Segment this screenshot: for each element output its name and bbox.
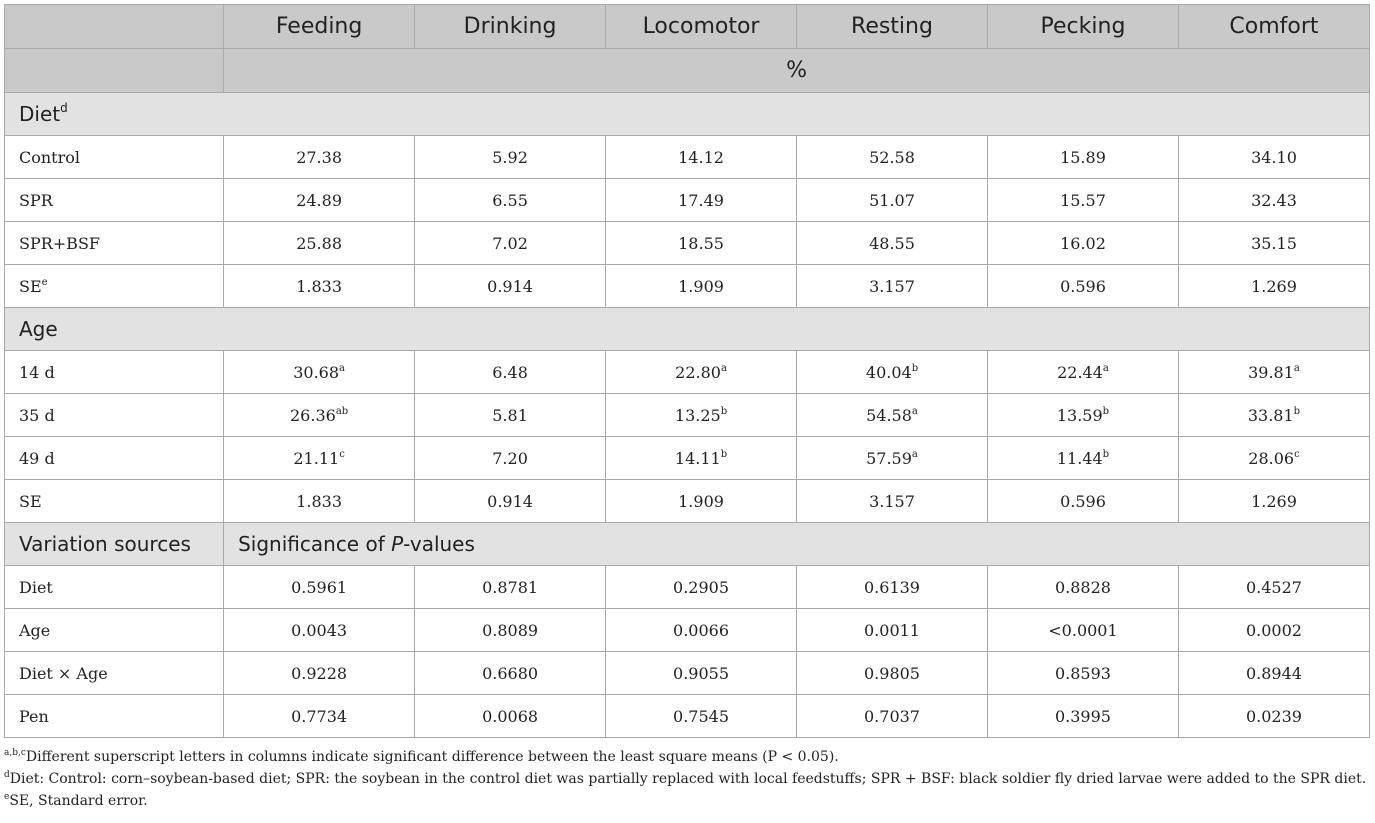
table-cell [1178,695,1369,738]
table-cell [1178,222,1369,265]
cell-value: 0.3995 [1054,706,1111,726]
cell-value: 57.59 [866,448,912,468]
cell-value: 0.0011 [864,620,920,640]
table-cell [415,394,606,437]
variation-section-row [5,523,1370,566]
table-row [5,609,1370,652]
col-header-comfort: Comfort [1178,5,1369,49]
variation-3-row-label [5,695,224,738]
significance-letter: c [339,448,345,460]
cell-value: 0.9805 [864,663,920,683]
footnote-mark: e [4,792,10,802]
cell-value: 14.11 [674,448,721,468]
table-cell [987,695,1178,738]
cell-value: 0.7545 [673,706,730,726]
significance-letter: b [911,362,919,374]
footnote [4,746,1370,768]
row-label-text: Pen [19,706,49,726]
cell-value: 1.269 [1251,491,1297,511]
age-1-row-label [5,394,224,437]
table-cell [606,695,797,738]
table-cell [415,179,606,222]
cell-value: 0.0068 [482,706,539,726]
table-cell [797,394,988,437]
table-cell [606,222,797,265]
cell-value: 30.68 [293,362,340,382]
diet-section-label: Diet [19,102,61,126]
table-cell [987,394,1178,437]
cell-value: 6.48 [492,362,528,382]
variation-2-row-label [5,652,224,695]
cell-value: 3.157 [869,276,915,296]
header-blank-cell [5,5,224,49]
table-row [5,351,1370,394]
cell-value: 0.6139 [864,577,920,597]
table-cell [224,265,415,308]
cell-value: 0.4527 [1245,577,1302,597]
table-cell [1178,351,1369,394]
col-header-feeding: Feeding [224,5,415,49]
cell-value: 0.0066 [673,620,730,640]
cell-value: 0.7037 [864,706,920,726]
cell-value: 17.49 [678,190,724,210]
significance-letter: a [720,362,727,374]
table-cell [987,222,1178,265]
diet-section-footnote-mark: d [60,101,68,115]
table-cell [987,609,1178,652]
variation-1-row-label [5,609,224,652]
table-cell [224,652,415,695]
cell-value: 35.15 [1251,233,1297,253]
table-cell [797,695,988,738]
table-cell [224,136,415,179]
footnote-text: Different superscript letters in columns indicate significant difference between the least square means (P < 0.05). [25,749,839,765]
behavior-table [4,4,1370,738]
table-cell [415,652,606,695]
table-row [5,265,1370,308]
col-header-drinking: Drinking [415,5,606,49]
table-cell [797,179,988,222]
cell-value: 0.2905 [673,577,730,597]
row-label-text: 14 d [19,362,55,382]
cell-value: 26.36 [290,405,336,425]
significance-letter: a [911,405,918,417]
row-label-text: Diet [19,577,53,597]
cell-value: 0.0002 [1245,620,1302,640]
table-cell [606,351,797,394]
significance-letter: b [720,448,728,460]
variation-section-label: Variation sources [19,532,191,556]
table-cell [987,437,1178,480]
table-cell [606,652,797,695]
table-cell [797,136,988,179]
age-section-label: Age [19,317,58,341]
table-cell [797,566,988,609]
diet-2-row-label [5,222,224,265]
cell-value: 0.8781 [482,577,539,597]
cell-value: 16.02 [1060,233,1106,253]
cell-value: 28.06 [1248,448,1295,468]
cell-value: 13.25 [674,405,721,425]
table-cell [1178,265,1369,308]
cell-value: 14.12 [678,147,724,167]
unit-header-row [5,49,1370,93]
table-cell [797,652,988,695]
table-cell [415,222,606,265]
table-cell [415,609,606,652]
cell-value: 0.914 [487,276,533,296]
cell-value: 51.07 [869,190,915,210]
cell-value: 39.81 [1248,362,1294,382]
significance-letter: b [720,405,728,417]
row-label-text: 35 d [19,405,55,425]
table-row [5,480,1370,523]
variation-section-header [5,523,224,566]
cell-value: 15.57 [1060,190,1106,210]
table-cell [1178,652,1369,695]
table-cell [224,437,415,480]
table-cell [1178,566,1369,609]
unit-label: % [224,49,1370,93]
table-cell [987,566,1178,609]
variation-0-row-label [5,566,224,609]
unit-blank-cell [5,49,224,93]
diet-section-header [5,93,1370,136]
table-cell [606,136,797,179]
cell-value: 27.38 [296,147,342,167]
cell-value: 25.88 [296,233,342,253]
table-cell [415,695,606,738]
footnote [4,768,1370,790]
cell-value: 11.44 [1056,448,1103,468]
footnote [4,790,1370,812]
table-cell [1178,609,1369,652]
table-cell [606,437,797,480]
cell-value: 6.55 [492,190,528,210]
diet-0-row-label [5,136,224,179]
table-cell [987,179,1178,222]
row-label-text: SPR [19,190,53,210]
cell-value: 18.55 [678,233,724,253]
table-cell [797,351,988,394]
table-cell [797,265,988,308]
cell-value: 1.909 [678,276,724,296]
table-row [5,437,1370,480]
table-cell [224,179,415,222]
row-label-text: SE [19,491,42,511]
significance-label-p: P [391,532,404,556]
significance-label-suffix: -values [403,532,475,556]
table-cell [606,480,797,523]
table-cell [1178,179,1369,222]
row-label-footnote-mark: e [41,276,48,288]
table-cell [415,265,606,308]
table-footnotes [4,746,1370,812]
row-label-text: Age [19,620,51,640]
table-cell [1178,437,1369,480]
table-cell [797,609,988,652]
table-cell [987,652,1178,695]
table-cell [224,394,415,437]
cell-value: 13.59 [1056,405,1103,425]
cell-value: 0.8944 [1245,663,1302,683]
table-cell [797,222,988,265]
table-cell [415,480,606,523]
cell-value: 0.7734 [291,706,348,726]
table-cell [415,566,606,609]
col-header-pecking: Pecking [987,5,1178,49]
significance-letter: a [911,448,918,460]
significance-letter: a [339,362,345,374]
cell-value: 0.596 [1060,276,1106,296]
cell-value: 5.92 [492,147,528,167]
table-row [5,566,1370,609]
table-cell [224,351,415,394]
footnote-text: Diet: Control: corn–soybean-based diet; SPR: the soybean in the control diet was partially replaced with local feedstuffs; SPR + BSF: black soldier fly dried larvae were added to the SPR diet. [9,771,1367,787]
col-header-resting: Resting [797,5,988,49]
cell-value: 48.55 [869,233,915,253]
significance-letter: b [1102,405,1110,417]
significance-letter: b [1293,405,1301,417]
table-cell [224,566,415,609]
table-cell [987,480,1178,523]
diet-section-row [5,93,1370,136]
table-cell [987,351,1178,394]
cell-value: 1.833 [296,276,342,296]
cell-value: 0.9228 [291,663,348,683]
table-cell [606,179,797,222]
table-cell [1178,480,1369,523]
cell-value: 54.58 [866,405,912,425]
cell-value: 5.81 [492,405,528,425]
results-table-container [4,4,1370,812]
cell-value: 1.909 [678,491,724,511]
significance-label-prefix: Significance of [238,532,392,556]
table-cell [415,136,606,179]
cell-value: 33.81 [1247,405,1294,425]
age-section-row [5,308,1370,351]
significance-letter: ab [335,405,349,417]
cell-value: 0.8089 [482,620,539,640]
col-header-locomotor: Locomotor [606,5,797,49]
cell-value: 21.11 [293,448,340,468]
significance-letter: a [1293,362,1300,374]
footnote-mark: a,b,c [4,748,26,758]
row-label-text: SE [19,276,42,296]
cell-value: 22.44 [1057,362,1103,382]
cell-value: 32.43 [1251,190,1297,210]
cell-value: 0.9055 [673,663,730,683]
cell-value: 34.10 [1251,147,1297,167]
cell-value: 7.20 [492,448,528,468]
cell-value: 0.0043 [291,620,348,640]
table-cell [224,480,415,523]
table-cell [1178,136,1369,179]
cell-value: 52.58 [869,147,915,167]
cell-value: <0.0001 [1048,620,1118,640]
table-row [5,136,1370,179]
diet-se-row-label [5,265,224,308]
cell-value: 15.89 [1060,147,1106,167]
table-cell [224,695,415,738]
table-cell [797,480,988,523]
cell-value: 24.89 [296,190,342,210]
table-cell [224,609,415,652]
age-se-row-label [5,480,224,523]
table-row [5,179,1370,222]
cell-value: 1.833 [296,491,342,511]
diet-1-row-label [5,179,224,222]
significance-letter: c [1294,448,1300,460]
age-0-row-label [5,351,224,394]
row-label-text: 49 d [19,448,55,468]
table-cell [606,566,797,609]
significance-letter: b [1102,448,1110,460]
cell-value: 0.0239 [1245,706,1302,726]
row-label-text: SPR+BSF [19,233,100,253]
table-cell [606,265,797,308]
cell-value: 3.157 [869,491,915,511]
cell-value: 40.04 [865,362,912,382]
table-cell [606,609,797,652]
cell-value: 0.596 [1060,491,1106,511]
table-row [5,394,1370,437]
cell-value: 0.914 [487,491,533,511]
significance-header [224,523,1370,566]
cell-value: 22.80 [675,362,721,382]
table-row [5,652,1370,695]
cell-value: 0.8593 [1054,663,1111,683]
table-cell [415,437,606,480]
table-row [5,695,1370,738]
table-cell [987,265,1178,308]
footnote-text: SE, Standard error. [9,793,148,809]
table-cell [606,394,797,437]
cell-value: 0.8828 [1054,577,1111,597]
table-cell [987,136,1178,179]
age-section-header [5,308,1370,351]
cell-value: 0.5961 [291,577,348,597]
table-cell [224,222,415,265]
cell-value: 1.269 [1251,276,1297,296]
table-cell [1178,394,1369,437]
table-row [5,222,1370,265]
cell-value: 0.6680 [482,663,539,683]
row-label-text: Control [19,147,81,167]
footnote-mark: d [4,770,10,780]
cell-value: 7.02 [492,233,528,253]
significance-letter: a [1102,362,1109,374]
age-2-row-label [5,437,224,480]
column-header-row [5,5,1370,49]
table-cell [797,437,988,480]
row-label-text: Diet × Age [19,663,108,683]
table-cell [415,351,606,394]
